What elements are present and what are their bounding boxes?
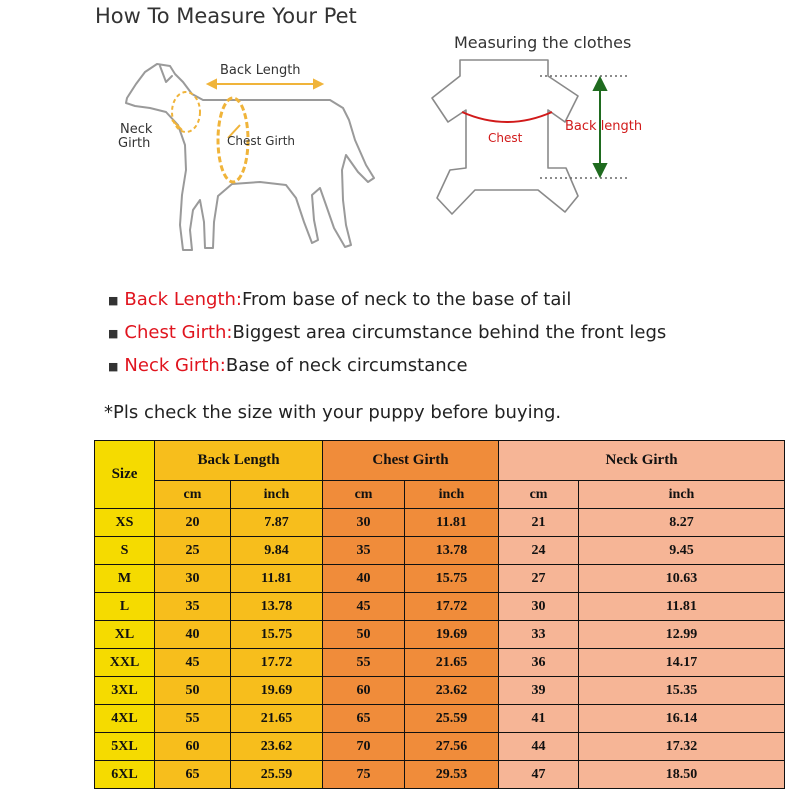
chest-inch-cell: 15.75 [405,565,499,593]
definition-back-length [108,286,666,319]
table-row [95,593,785,621]
chest-inch-cell: 25.59 [405,705,499,733]
back-cm-cell: 35 [155,593,231,621]
neck-cm-cell: 44 [499,733,579,761]
dog-neck-label-2: Girth [118,136,151,151]
chest-cm-cell: 70 [323,733,405,761]
bullet-icon: ■ [108,326,119,340]
size-cell: S [95,537,155,565]
neck-cm-cell: 47 [499,761,579,789]
dog-chest-girth-label: Chest Girth [227,134,296,148]
unit-header: cm [499,481,579,509]
back-length-arrow [208,80,322,88]
size-check-note: *Pls check the size with your puppy before buying. [104,402,562,423]
size-chart-table [94,440,785,789]
size-cell: M [95,565,155,593]
back-cm-cell: 55 [155,705,231,733]
table-row [95,733,785,761]
chest-inch-cell: 19.69 [405,621,499,649]
neck-inch-cell: 14.17 [579,649,785,677]
chest-curve [462,112,552,122]
chest-cm-cell: 75 [323,761,405,789]
back-cm-cell: 25 [155,537,231,565]
size-cell: L [95,593,155,621]
chest-inch-cell: 27.56 [405,733,499,761]
neck-cm-cell: 39 [499,677,579,705]
chest-cm-cell: 30 [323,509,405,537]
neck-girth-header: Neck Girth [499,441,785,481]
back-inch-cell: 17.72 [231,649,323,677]
chest-inch-cell: 17.72 [405,593,499,621]
neck-cm-cell: 36 [499,649,579,677]
chest-inch-cell: 11.81 [405,509,499,537]
back-inch-cell: 15.75 [231,621,323,649]
neck-inch-cell: 11.81 [579,593,785,621]
neck-inch-cell: 10.63 [579,565,785,593]
back-cm-cell: 60 [155,733,231,761]
back-inch-cell: 11.81 [231,565,323,593]
neck-inch-cell: 9.45 [579,537,785,565]
dog-neck-label-1: Neck [120,122,153,137]
back-inch-cell: 9.84 [231,537,323,565]
measurement-illustrations [0,0,800,270]
chest-girth-header: Chest Girth [323,441,499,481]
bullet-icon: ■ [108,359,119,373]
size-cell: 5XL [95,733,155,761]
table-row [95,761,785,789]
dog-back-length-label: Back Length [220,63,301,78]
table-row [95,621,785,649]
unit-header: inch [579,481,785,509]
chest-cm-cell: 50 [323,621,405,649]
size-cell: 3XL [95,677,155,705]
unit-header: inch [231,481,323,509]
neck-inch-cell: 18.50 [579,761,785,789]
neck-cm-cell: 27 [499,565,579,593]
dog-diagram [126,64,374,250]
back-inch-cell: 7.87 [231,509,323,537]
definition-term: Chest Girth: [124,322,233,343]
size-cell: XL [95,621,155,649]
back-cm-cell: 45 [155,649,231,677]
back-cm-cell: 30 [155,565,231,593]
dog-silhouette [126,64,374,250]
neck-inch-cell: 17.32 [579,733,785,761]
dog-ear [160,66,172,82]
chest-inch-cell: 13.78 [405,537,499,565]
size-header: Size [95,441,155,509]
back-cm-cell: 50 [155,677,231,705]
chest-cm-cell: 60 [323,677,405,705]
neck-cm-cell: 30 [499,593,579,621]
neck-inch-cell: 15.35 [579,677,785,705]
back-inch-cell: 19.69 [231,677,323,705]
neck-cm-cell: 24 [499,537,579,565]
chest-inch-cell: 23.62 [405,677,499,705]
back-length-header: Back Length [155,441,323,481]
neck-inch-cell: 12.99 [579,621,785,649]
back-inch-cell: 23.62 [231,733,323,761]
bullet-icon: ■ [108,293,119,307]
size-cell: 4XL [95,705,155,733]
clothes-back-length-label: Back length [565,119,643,134]
size-cell: 6XL [95,761,155,789]
size-cell: XS [95,509,155,537]
table-row [95,565,785,593]
back-cm-cell: 65 [155,761,231,789]
unit-header: cm [155,481,231,509]
back-inch-cell: 21.65 [231,705,323,733]
neck-cm-cell: 41 [499,705,579,733]
size-cell: XXL [95,649,155,677]
back-cm-cell: 20 [155,509,231,537]
table-row [95,509,785,537]
definition-chest-girth [108,319,666,352]
clothes-chest-label: Chest [488,131,523,145]
neck-girth-loop [172,92,200,132]
definition-neck-girth [108,352,666,385]
definitions-list [108,286,666,385]
back-inch-cell: 13.78 [231,593,323,621]
definition-term: Back Length: [124,289,242,310]
unit-header: cm [323,481,405,509]
chest-cm-cell: 45 [323,593,405,621]
table-row [95,705,785,733]
definition-term: Neck Girth: [124,355,226,376]
definition-text: From base of neck to the base of tail [241,289,572,310]
neck-cm-cell: 33 [499,621,579,649]
table-row [95,677,785,705]
back-inch-cell: 25.59 [231,761,323,789]
chest-cm-cell: 40 [323,565,405,593]
table-row [95,537,785,565]
chest-cm-cell: 35 [323,537,405,565]
definition-text: Base of neck circumstance [225,355,468,376]
page-title: How To Measure Your Pet [95,4,357,28]
neck-inch-cell: 8.27 [579,509,785,537]
back-cm-cell: 40 [155,621,231,649]
table-row [95,649,785,677]
chest-inch-cell: 29.53 [405,761,499,789]
clothes-diagram-title: Measuring the clothes [454,33,632,52]
chest-inch-cell: 21.65 [405,649,499,677]
neck-inch-cell: 16.14 [579,705,785,733]
chest-cm-cell: 55 [323,649,405,677]
neck-cm-cell: 21 [499,509,579,537]
chest-cm-cell: 65 [323,705,405,733]
definition-text: Biggest area circumstance behind the front legs [232,322,667,343]
size-table-body [95,509,785,789]
unit-header: inch [405,481,499,509]
